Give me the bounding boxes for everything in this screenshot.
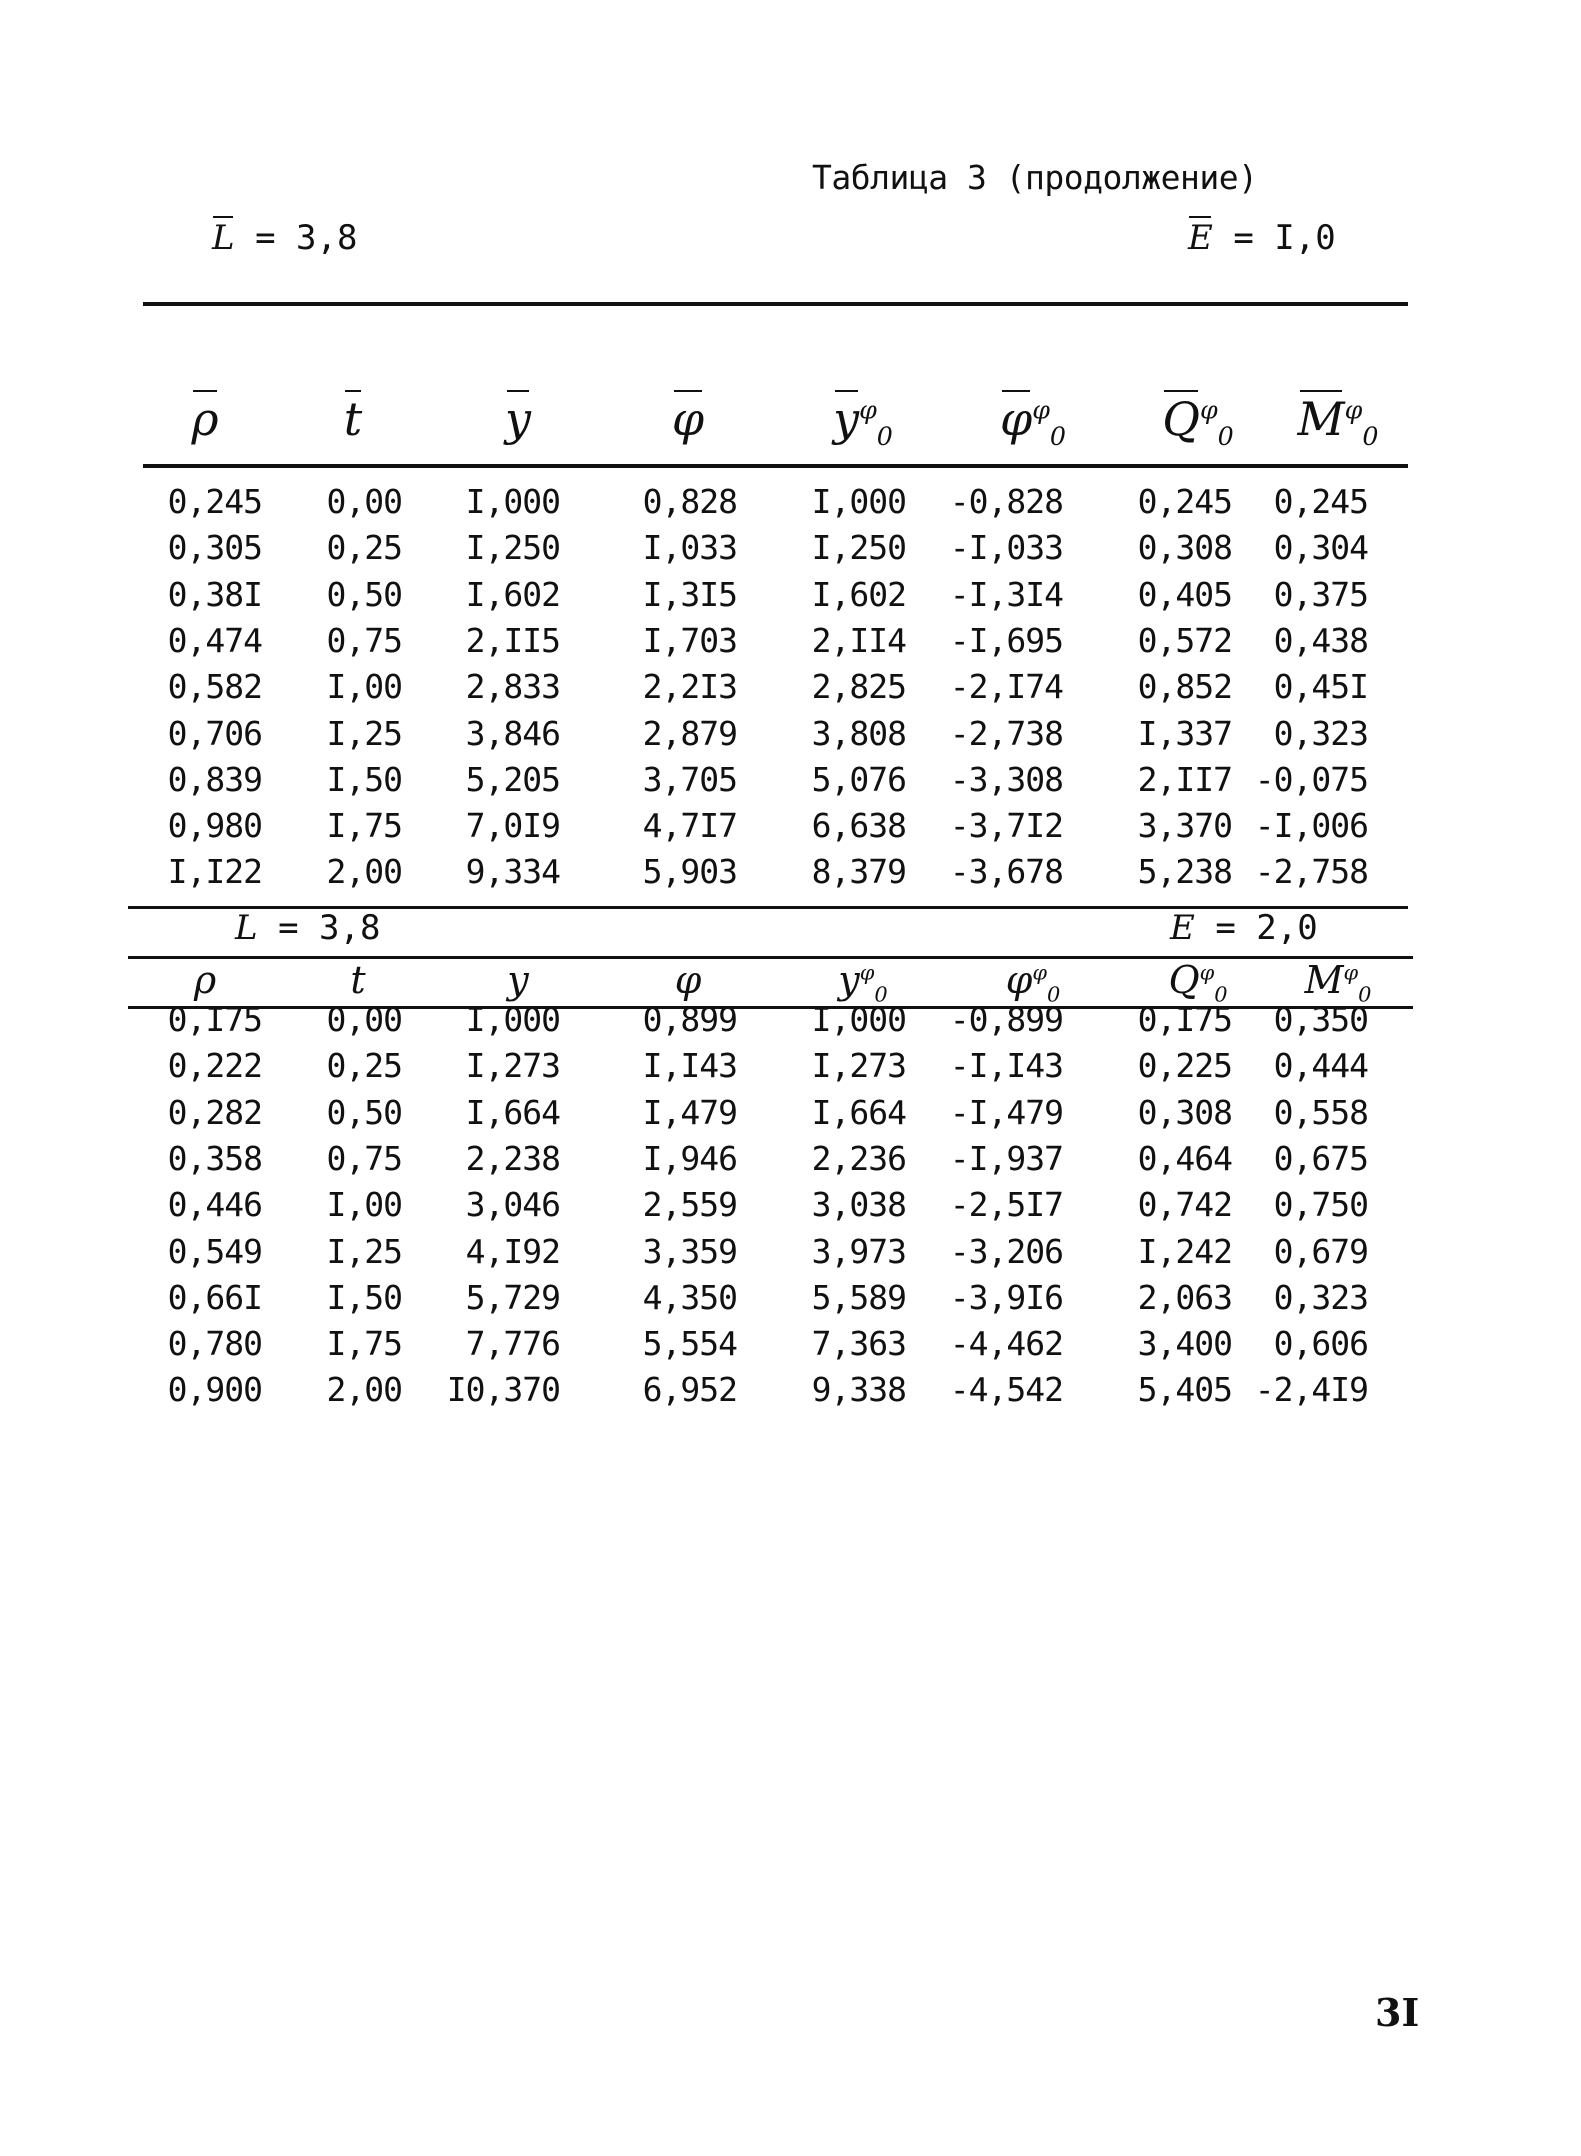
- param-symbol: E: [1188, 218, 1213, 258]
- param-value: = 3,8: [255, 218, 358, 258]
- table-cell: 5,554: [642, 1324, 737, 1364]
- table-cell: 5,076: [811, 759, 906, 799]
- sup-phi: φ: [859, 960, 875, 985]
- table-cell: 0,446: [167, 1185, 262, 1225]
- table-cell: 0,706: [167, 713, 262, 753]
- table-cell: -I,006: [1254, 806, 1368, 846]
- table-cell: I,602: [811, 574, 906, 614]
- col-q0phi: Q: [1168, 958, 1200, 1002]
- sup-phi: φ: [1199, 395, 1218, 425]
- table-cell: 3,973: [811, 1231, 906, 1271]
- table-cell: 6,638: [811, 806, 906, 846]
- table-cell: 0,25: [326, 528, 402, 568]
- table-cell: I,479: [642, 1092, 737, 1132]
- table-cell: 0,50: [326, 1092, 402, 1132]
- sub-zero: 0: [1049, 422, 1067, 452]
- table-cell: 0,225: [1137, 1046, 1232, 1086]
- param-symbol: L: [235, 908, 258, 948]
- table-cell: -3,206: [949, 1231, 1063, 1271]
- sub-zero: 0: [1362, 422, 1379, 452]
- table-cell: 0,899: [642, 1000, 737, 1039]
- table-cell: 4,I92: [465, 1231, 560, 1271]
- table-cell: I,75: [326, 806, 402, 846]
- table-cell: -I,3I4: [949, 574, 1063, 614]
- table-cell: -3,9I6: [949, 1277, 1063, 1317]
- table-cell: 0,444: [1273, 1046, 1368, 1086]
- table-cell: 0,558: [1273, 1092, 1368, 1132]
- col-phi0phi: φ: [999, 392, 1033, 446]
- table-cell: I,50: [326, 1277, 402, 1317]
- table-cell: 2,833: [465, 667, 560, 707]
- table-cell: I,250: [811, 528, 906, 568]
- table-cell: 0,350: [1273, 1000, 1368, 1039]
- col-rho: ρ: [193, 958, 217, 1002]
- col-y: y: [505, 392, 531, 446]
- sub-zero: 0: [876, 422, 893, 452]
- table-cell: -2,5I7: [949, 1185, 1063, 1225]
- table-cell: 0,438: [1273, 620, 1368, 660]
- table-cell: 0,742: [1137, 1185, 1232, 1225]
- table-cell: I,946: [642, 1138, 737, 1178]
- col-y: y: [507, 958, 529, 1002]
- table-cell: -2,738: [949, 713, 1063, 753]
- table-cell: -3,308: [949, 759, 1063, 799]
- sub-zero: 0: [874, 982, 888, 1007]
- table-cell: 0,405: [1137, 574, 1232, 614]
- table-cell: -I,I43: [949, 1046, 1063, 1086]
- col-t: t: [343, 392, 363, 446]
- table-cell: 2,00: [326, 852, 402, 892]
- table-cell: 0,66I: [167, 1277, 262, 1317]
- table-cell: I,000: [811, 482, 906, 521]
- table-cell: 2,236: [811, 1138, 906, 1178]
- table-cell: -3,678: [949, 852, 1063, 892]
- param-symbol: E: [1170, 908, 1195, 948]
- table-cell: -2,4I9: [1254, 1370, 1368, 1410]
- table-cell: I,00: [326, 667, 402, 707]
- sub-zero: 0: [1358, 982, 1372, 1007]
- sub-zero: 0: [1214, 982, 1228, 1007]
- table-cell: 8,379: [811, 852, 906, 892]
- section1-header: [143, 392, 1408, 464]
- table-cell: 0,38I: [167, 574, 262, 614]
- table-cell: 3,705: [642, 759, 737, 799]
- table-cell: 0,245: [167, 482, 262, 521]
- col-m0phi: M: [1304, 958, 1344, 1002]
- table-cell: I,00: [326, 1185, 402, 1225]
- table-cell: 0,582: [167, 667, 262, 707]
- table-cell: 6,952: [642, 1370, 737, 1410]
- table-cell: 0,900: [167, 1370, 262, 1410]
- table-cell: I0,370: [446, 1370, 560, 1410]
- table-cell: -I,695: [949, 620, 1063, 660]
- sub-zero: 0: [1046, 982, 1061, 1007]
- table-cell: 0,222: [167, 1046, 262, 1086]
- table-cell: -3,7I2: [949, 806, 1063, 846]
- col-t: t: [350, 958, 366, 1002]
- table-cell: 0,308: [1137, 528, 1232, 568]
- table-cell: 3,808: [811, 713, 906, 753]
- table-cell: I,000: [465, 482, 560, 521]
- table-cell: 5,205: [465, 759, 560, 799]
- sub-zero: 0: [1217, 422, 1234, 452]
- table-cell: 2,825: [811, 667, 906, 707]
- table-cell: I,I43: [642, 1046, 737, 1086]
- table-cell: 0,25: [326, 1046, 402, 1086]
- table-cell: -0,075: [1254, 759, 1368, 799]
- col-phi: φ: [674, 958, 702, 1002]
- table-cell: -0,899: [949, 1000, 1063, 1039]
- table-caption: Таблица 3 (продолжение): [812, 158, 1258, 197]
- table-cell: 9,338: [811, 1370, 906, 1410]
- section1-param-right: [1188, 218, 1336, 258]
- table-cell: -I,937: [949, 1138, 1063, 1178]
- sup-phi: φ: [1199, 960, 1215, 985]
- table-cell: I,25: [326, 1231, 402, 1271]
- table-cell: 2,II5: [465, 620, 560, 660]
- table-cell: 2,238: [465, 1138, 560, 1178]
- table-cell: 2,II4: [811, 620, 906, 660]
- table-cell: 0,00: [326, 482, 402, 521]
- table-cell: 0,852: [1137, 667, 1232, 707]
- table-cell: 0,75: [326, 1138, 402, 1178]
- table-cell: 0,45I: [1273, 667, 1368, 707]
- table-cell: 2,00: [326, 1370, 402, 1410]
- table-cell: 0,549: [167, 1231, 262, 1271]
- sup-phi: φ: [1032, 960, 1047, 985]
- param-value: = 3,8: [278, 908, 381, 948]
- table-cell: -0,828: [949, 482, 1063, 521]
- table-cell: 7,776: [465, 1324, 560, 1364]
- sup-phi: φ: [859, 395, 877, 425]
- param-value: = 2,0: [1215, 908, 1318, 948]
- table-cell: 2,2I3: [642, 667, 737, 707]
- table-cell: I,664: [811, 1092, 906, 1132]
- table-cell: I,000: [465, 1000, 560, 1039]
- table-cell: I,242: [1137, 1231, 1232, 1271]
- table-cell: 0,474: [167, 620, 262, 660]
- table-cell: -4,542: [949, 1370, 1063, 1410]
- table-cell: I,033: [642, 528, 737, 568]
- table-cell: 3,046: [465, 1185, 560, 1225]
- table-cell: 0,305: [167, 528, 262, 568]
- param-value: = I,0: [1233, 218, 1336, 258]
- table-cell: 7,0I9: [465, 806, 560, 846]
- table-cell: I,703: [642, 620, 737, 660]
- table-cell: 0,323: [1273, 1277, 1368, 1317]
- table-cell: 0,675: [1273, 1138, 1368, 1178]
- table-cell: -2,758: [1254, 852, 1368, 892]
- col-y0phi: y: [833, 392, 860, 446]
- table-cell: I,250: [465, 528, 560, 568]
- table-cell: I,75: [326, 1324, 402, 1364]
- col-rho: ρ: [191, 392, 219, 446]
- table-cell: 5,238: [1137, 852, 1232, 892]
- table-cell: I,50: [326, 759, 402, 799]
- table-cell: I,25: [326, 713, 402, 753]
- table-cell: 5,729: [465, 1277, 560, 1317]
- table-cell: 0,I75: [1137, 1000, 1232, 1039]
- table-cell: 0,572: [1137, 620, 1232, 660]
- col-phi0phi: φ: [1005, 958, 1033, 1002]
- param-symbol: L: [212, 218, 235, 258]
- table-cell: 0,679: [1273, 1231, 1368, 1271]
- table-cell: 0,75: [326, 620, 402, 660]
- table-cell: 0,828: [642, 482, 737, 521]
- table-cell: I,I22: [167, 852, 262, 892]
- table-cell: 0,308: [1137, 1092, 1232, 1132]
- sup-phi: φ: [1343, 960, 1359, 985]
- table-cell: 5,903: [642, 852, 737, 892]
- sup-phi: φ: [1032, 395, 1050, 425]
- table-cell: 3,038: [811, 1185, 906, 1225]
- table-cell: 7,363: [811, 1324, 906, 1364]
- table-cell: I,000: [811, 1000, 906, 1039]
- table-cell: -4,462: [949, 1324, 1063, 1364]
- col-q0phi: Q: [1162, 392, 1200, 446]
- table-cell: 2,879: [642, 713, 737, 753]
- table-cell: 3,846: [465, 713, 560, 753]
- col-y0phi: y: [838, 958, 860, 1002]
- table-cell: I,273: [811, 1046, 906, 1086]
- table-cell: 0,245: [1137, 482, 1232, 521]
- table-cell: 0,839: [167, 759, 262, 799]
- table-cell: 0,780: [167, 1324, 262, 1364]
- table-cell: I,664: [465, 1092, 560, 1132]
- table-cell: 0,750: [1273, 1185, 1368, 1225]
- table-cell: 0,358: [167, 1138, 262, 1178]
- header-rule-1: [143, 464, 1408, 468]
- table-cell: 4,7I7: [642, 806, 737, 846]
- table-cell: 2,II7: [1137, 759, 1232, 799]
- col-phi: φ: [671, 392, 705, 446]
- table-cell: 5,589: [811, 1277, 906, 1317]
- table-cell: 0,50: [326, 574, 402, 614]
- table-cell: I,273: [465, 1046, 560, 1086]
- table-cell: 0,323: [1273, 713, 1368, 753]
- sup-phi: φ: [1344, 395, 1363, 425]
- table-cell: 2,063: [1137, 1277, 1232, 1317]
- page-number: 3I: [1375, 1990, 1420, 2035]
- section2-param-right: [1170, 908, 1318, 948]
- table-cell: -I,479: [949, 1092, 1063, 1132]
- table-cell: 0,00: [326, 1000, 402, 1039]
- table-cell: -2,I74: [949, 667, 1063, 707]
- section1-param-left: [212, 218, 357, 258]
- table-cell: 3,400: [1137, 1324, 1232, 1364]
- table-cell: 2,559: [642, 1185, 737, 1225]
- table-cell: 3,359: [642, 1231, 737, 1271]
- table-cell: 0,980: [167, 806, 262, 846]
- table-cell: 0,I75: [167, 1000, 262, 1039]
- table-cell: I,3I5: [642, 574, 737, 614]
- section2-param-left: [235, 908, 380, 948]
- table-cell: 0,245: [1273, 482, 1368, 521]
- table-cell: 4,350: [642, 1277, 737, 1317]
- table-cell: 5,405: [1137, 1370, 1232, 1410]
- table-cell: 0,304: [1273, 528, 1368, 568]
- table-cell: 0,282: [167, 1092, 262, 1132]
- top-rule: [143, 302, 1408, 306]
- col-m0phi: M: [1297, 392, 1345, 446]
- table-cell: I,602: [465, 574, 560, 614]
- table-cell: 3,370: [1137, 806, 1232, 846]
- table-cell: I,337: [1137, 713, 1232, 753]
- table-cell: 0,464: [1137, 1138, 1232, 1178]
- table-cell: 9,334: [465, 852, 560, 892]
- table-cell: -I,033: [949, 528, 1063, 568]
- table-cell: 0,375: [1273, 574, 1368, 614]
- table-cell: 0,606: [1273, 1324, 1368, 1364]
